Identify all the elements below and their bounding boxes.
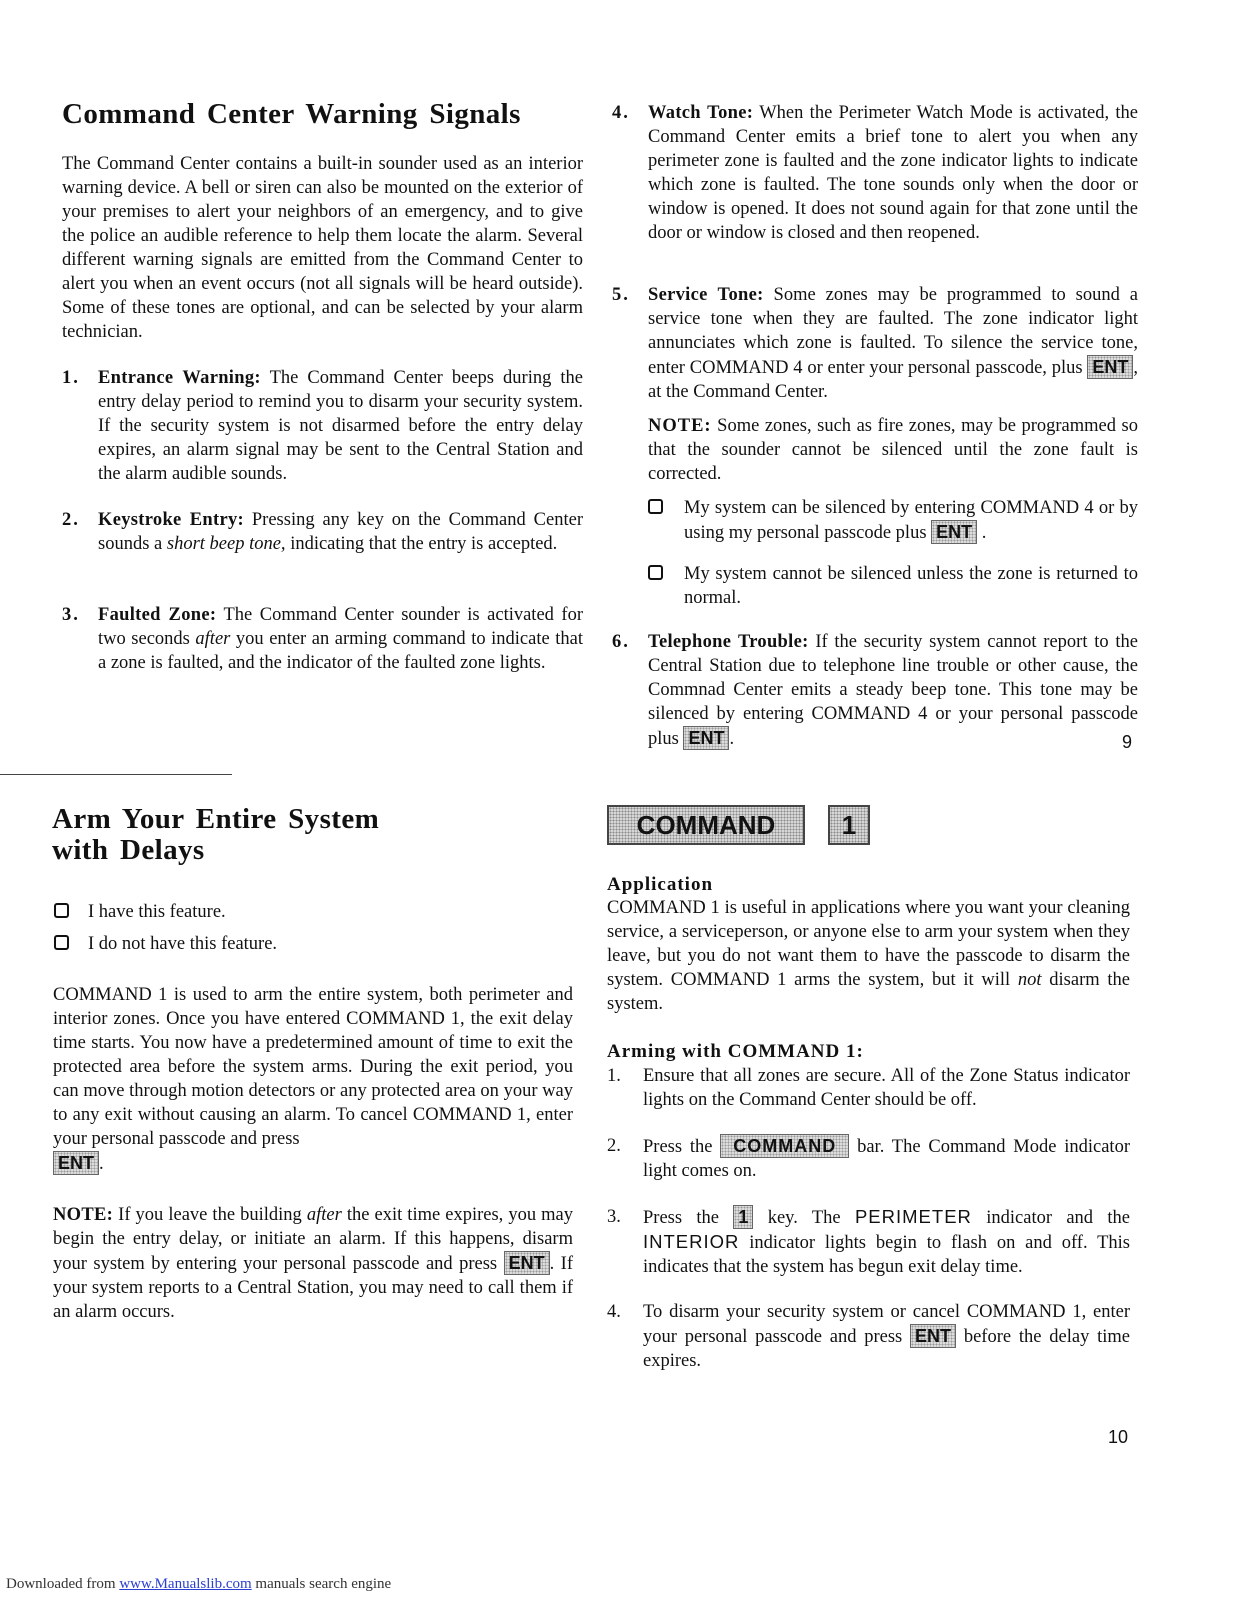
checkbox-icon xyxy=(648,499,663,514)
list-lead: Service Tone: xyxy=(648,285,764,305)
note-paragraph xyxy=(53,1203,573,1324)
note-label: NOTE: xyxy=(53,1205,114,1225)
page-number: 10 xyxy=(1108,1427,1129,1447)
list-item xyxy=(612,101,1138,245)
list-text: If the security system cannot report to the Central Station due to telephone line trouble or other cause, the Commnad Center emits a steady beep tone. This tone may be silenced by entering COMMAND 4 or your personal passcode plus xyxy=(648,632,1138,749)
option-text: I do not have this feature. xyxy=(88,934,278,954)
checkbox-option xyxy=(54,932,454,956)
list-lead: Keystroke Entry: xyxy=(98,510,244,530)
note-italic: after xyxy=(306,1205,342,1225)
note-text: . If your system reports to a Central Station, you may need to call them if an alarm occurs. xyxy=(53,1254,573,1322)
option-text: My system can be silenced by entering COMMAND 4 or by using my personal passcode plus xyxy=(684,498,1138,543)
step-item xyxy=(607,1134,1130,1183)
list-text: , at the Command Center. xyxy=(648,358,1138,402)
list-text: indicating that the entry is accepted. xyxy=(285,534,558,554)
list-lead: Entrance Warning: xyxy=(98,368,261,388)
list-text: Pressing any key on the Command Center sounds a xyxy=(98,510,583,554)
step-text: To disarm your security system or cancel COMMAND 1, enter your personal passcode and press xyxy=(643,1302,1130,1347)
checkbox-icon xyxy=(54,903,69,918)
step-text: Press the xyxy=(643,1208,734,1228)
list-number: 5. xyxy=(612,285,630,305)
list-number: 3. xyxy=(62,605,80,625)
note-paragraph xyxy=(648,414,1138,486)
intro-paragraph: The Command Center contains a built-in sounder used as an interior warning device. A bell or siren can also be mounted on the exterior of your premises to alert your neighbors of an emergency, and to give the police an audible reference to help them locate the alarm. Several different warning signals are emitted from the Command Center to alert you when an event occurs (not all signals will be heard outside). Some of these tones are optional, and can be selected by your alarm technician. xyxy=(62,154,583,342)
list-text: When the Perimeter Watch Mode is activated, the Command Center emits a brief tone to alert you when any perimeter zone is faulted and the zone indicator lights to indicate which zone is faulted. The tone sounds only when the door or window is opened. It does not sound again for that zone until the door or window is closed and then reopened. xyxy=(648,103,1138,243)
step-item xyxy=(607,1300,1130,1373)
option-text: I have this feature. xyxy=(88,902,226,922)
interior-label: INTERIOR xyxy=(643,1231,740,1252)
step-item xyxy=(607,1205,1130,1279)
checkbox-icon xyxy=(54,935,69,950)
command-key-graphic: COMMAND xyxy=(607,805,805,845)
step-text: Ensure that all zones are secure. All of the Zone Status indicator lights on the Command Center should be off. xyxy=(643,1066,1130,1110)
list-lead: Telephone Trouble: xyxy=(648,632,809,652)
checkbox-option xyxy=(648,562,1138,610)
ent-key: ENT xyxy=(1087,355,1133,379)
one-key-graphic: 1 xyxy=(828,805,870,845)
list-number: 4. xyxy=(612,103,630,123)
list-item xyxy=(612,283,1138,404)
list-italic: after xyxy=(195,629,231,649)
page-divider xyxy=(0,774,232,775)
desc-end: . xyxy=(99,1154,104,1174)
list-text: Some zones may be programmed to sound a service tone when they are faulted. The zone indicator light annunciates which zone is faulted. To silence the service tone, enter COMMAND 4 or enter your personal passcode, plus xyxy=(648,285,1138,378)
footer-prefix: Downloaded from xyxy=(6,1576,120,1592)
list-item xyxy=(62,603,583,675)
step-text: key. The xyxy=(753,1208,855,1228)
checkbox-option xyxy=(54,900,454,924)
step-text: bar. The Command Mode indicator light comes on. xyxy=(643,1137,1130,1181)
list-lead: Faulted Zone: xyxy=(98,605,217,625)
note-text: Some zones, such as fire zones, may be programmed so that the sounder cannot be silenced until the zone fault is corrected. xyxy=(648,416,1139,484)
list-lead: Watch Tone: xyxy=(648,103,754,123)
step-number: 3. xyxy=(607,1207,621,1227)
list-number: 6. xyxy=(612,632,630,652)
note-text: the exit time expires, you may begin the entry delay, or initiate an alarm. If this happens, disarm your system by entering your personal passcode and press xyxy=(53,1205,574,1274)
step-item xyxy=(607,1064,1130,1112)
page-title: Command Center Warning Signals xyxy=(62,98,521,130)
list-item xyxy=(612,630,1138,751)
list-italic: short beep tone, xyxy=(166,534,286,554)
step-number: 4. xyxy=(607,1302,621,1322)
list-text: The Command Center beeps during the entry delay period to remind you to disarm your security system. If the security system is not disarmed before the entry delay expires, an alarm signal may be sent to the Central Station and the alarm audible sounds. xyxy=(98,368,584,484)
step-number: 2. xyxy=(607,1136,621,1156)
application-italic: not xyxy=(1017,970,1042,990)
perimeter-label: PERIMETER xyxy=(854,1206,972,1227)
step-text: indicator and the xyxy=(971,1208,1130,1228)
section-title: with Delays xyxy=(52,834,205,866)
ent-key: ENT xyxy=(931,520,977,544)
download-footer xyxy=(6,1572,391,1596)
step-text: indicator lights begin to flash on and off. This indicates that the system has begun exit delay time. xyxy=(643,1233,1130,1277)
page-number: 9 xyxy=(1122,732,1133,752)
section-title: Arm Your Entire System xyxy=(52,803,380,835)
list-text: The Command Center sounder is activated for two seconds xyxy=(98,605,583,649)
step-text: before the delay time expires. xyxy=(643,1327,1130,1371)
list-item xyxy=(62,366,583,486)
list-number: 1. xyxy=(62,368,80,388)
ent-key: ENT xyxy=(504,1251,550,1275)
step-number: 1. xyxy=(607,1066,621,1086)
footer-suffix: manuals search engine xyxy=(251,1576,392,1592)
option-end: . xyxy=(981,523,987,543)
description-paragraph xyxy=(53,983,573,1176)
one-key: 1 xyxy=(733,1205,753,1229)
note-text: If you leave the building xyxy=(118,1205,307,1225)
ent-key: ENT xyxy=(910,1324,956,1348)
application-text: COMMAND 1 is useful in applications where you want your cleaning service, a serviceperson, or anyone else to arm your system when they leave, but you do not want them to have the passcode to disarm the system. COMMAND 1 arms the system, but it will xyxy=(607,898,1130,990)
application-paragraph xyxy=(607,896,1130,1016)
ent-key: ENT xyxy=(683,726,729,750)
list-item xyxy=(62,508,583,556)
list-number: 2. xyxy=(62,510,80,530)
manualslib-link[interactable]: www.Manualslib.com xyxy=(119,1576,252,1592)
arming-heading: Arming with COMMAND 1: xyxy=(607,1041,864,1062)
application-heading: Application xyxy=(607,874,714,895)
option-text: My system cannot be silenced unless the zone is returned to normal. xyxy=(684,564,1138,608)
desc-text: COMMAND 1 is used to arm the entire system, both perimeter and interior zones. Once you have entered COMMAND 1, the exit delay time starts. You now have a predetermined amount of time to exit the protected area before the system arms. During the exit period, you can move through motion detectors or any protected area on your way to any exit without causing an alarm. To cancel COMMAND 1, enter your personal passcode and press xyxy=(53,985,573,1149)
checkbox-option xyxy=(648,496,1138,545)
list-text: you enter an arming command to indicate that a zone is faulted, and the indicator of the faulted zone lights. xyxy=(98,629,583,673)
note-label: NOTE: xyxy=(648,416,712,436)
list-text: . xyxy=(729,729,735,749)
step-text: Press the xyxy=(643,1137,721,1157)
application-text: disarm the system. xyxy=(607,970,1130,1014)
ent-key: ENT xyxy=(53,1151,99,1175)
checkbox-icon xyxy=(648,565,663,580)
command-key: COMMAND xyxy=(720,1134,849,1158)
